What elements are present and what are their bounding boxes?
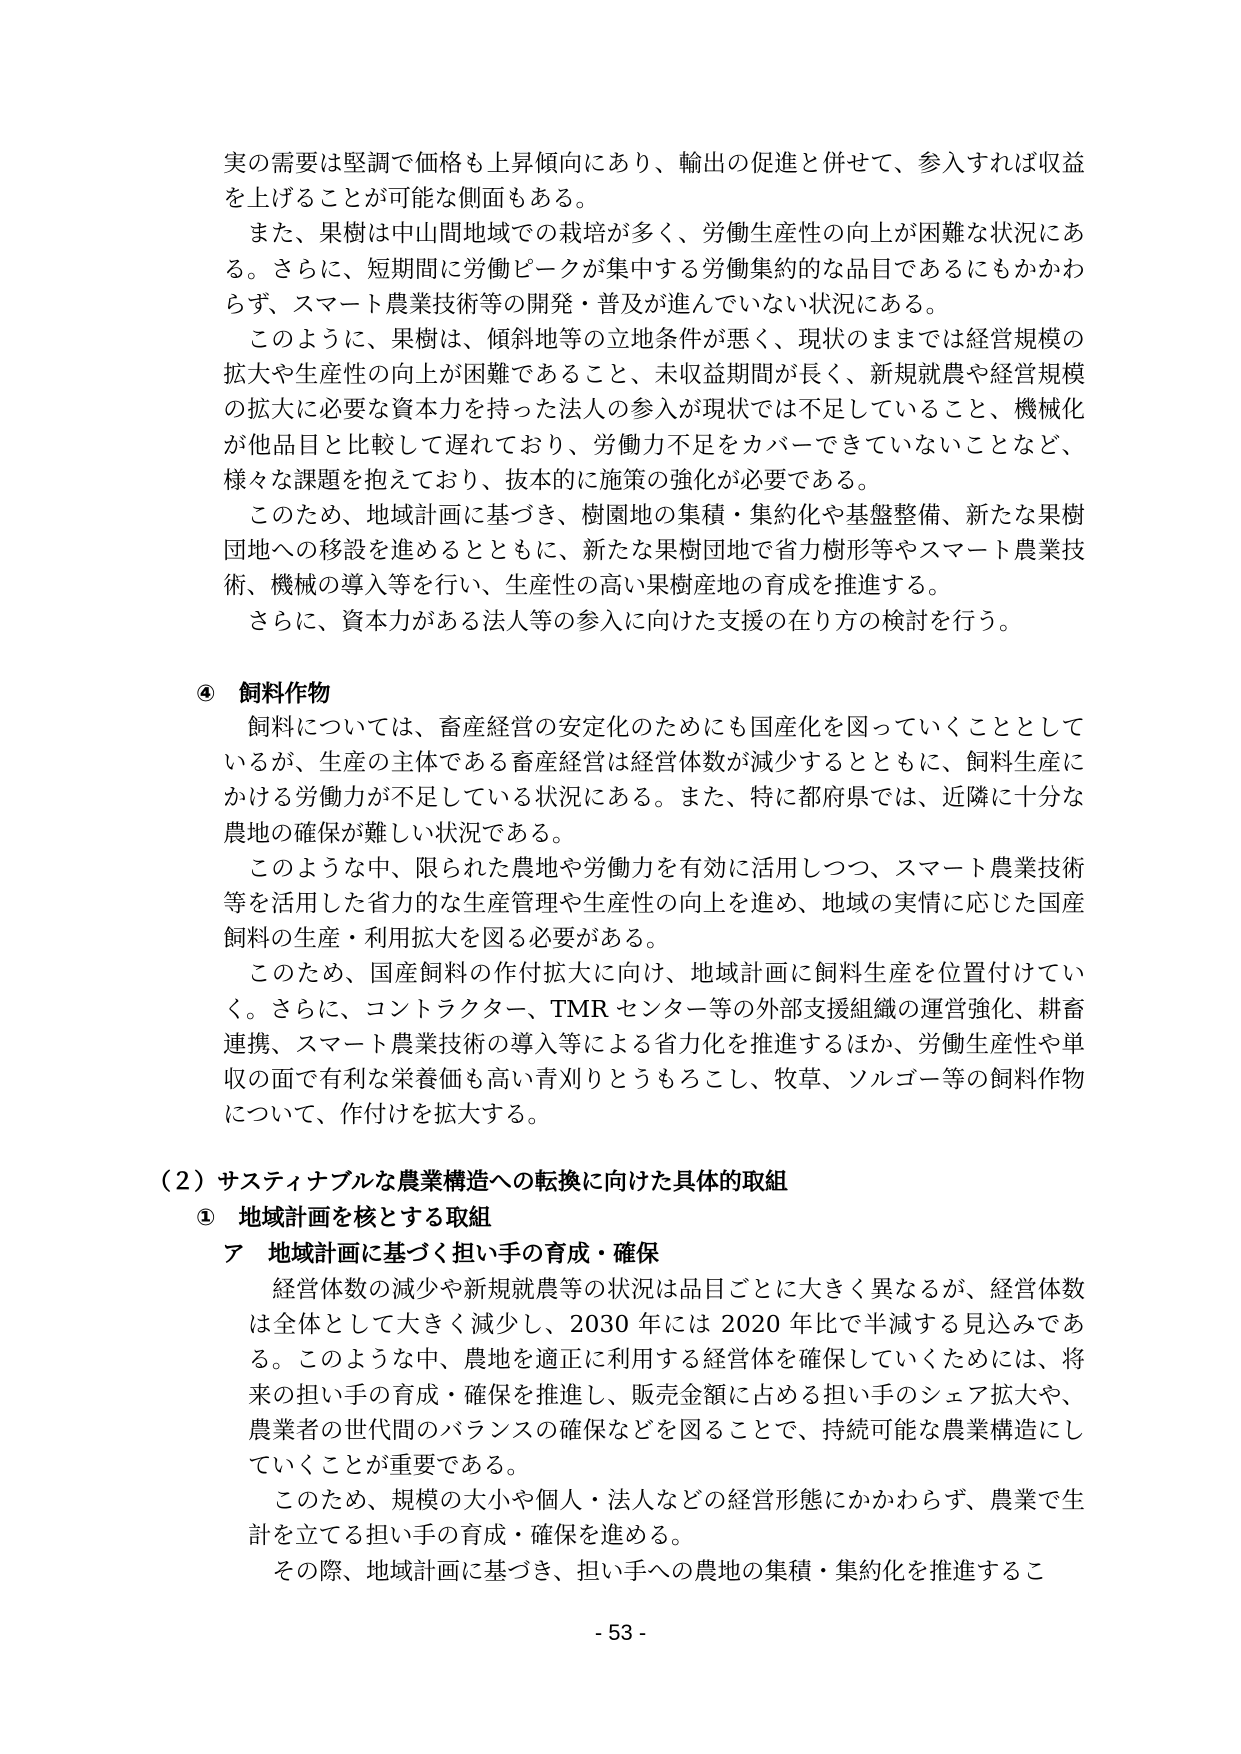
successors-section-body (248, 1272, 1085, 1589)
paragraph: このような中、限られた農地や労働力を有効に活用しつつ、スマート農業技術等を活用した省力的な生産管理や生産性の向上を進め、地域の実情に応じた国産飼料の生産・利用拡大を図る必要がある。 (223, 853, 1085, 953)
page-number: - 53 - (594, 1620, 647, 1645)
paragraph: その際、地域計画に基づき、担い手への農地の集積・集約化を推進するこ (272, 1556, 1047, 1585)
heading-feed-crops: ④ 飼料作物 (196, 681, 331, 707)
fruit-trees-section-body (223, 146, 1085, 639)
paragraph: 実の需要は堅調で価格も上昇傾向にあり、輸出の促進と併せて、参入すれば収益を上げることが可能な側面もある。 (223, 149, 1085, 213)
paragraph: このため、地域計画に基づき、樹園地の集積・集約化や基盤整備、新たな果樹団地への移設を進めるとともに、新たな果樹団地で省力樹形等やスマート農業技術、機械の導入等を行い、生産性の高い果樹産地の育成を推進する。 (223, 501, 1085, 600)
heading-a-successors: ア 地域計画に基づく担い手の育成・確保 (222, 1241, 659, 1267)
paragraph: このように、果樹は、傾斜地等の立地条件が悪く、現状のままでは経営規模の拡大や生産性の向上が困難であること、未収益期間が長く、新規就農や経営規模の拡大に必要な資本力を持った法人の参入が現状では不足していること、機械化が他品目と比較して遅れており、労働力不足をカバーできていないことなど、様々な課題を抱えており、抜本的に施策の強化が必要である。 (223, 325, 1085, 494)
paragraph: このため、国産飼料の作付拡大に向け、地域計画に飼料生産を位置付けていく。さらに、コントラクター、TMR センター等の外部支援組織の運営強化、耕畜連携、スマート農業技術の導入等による省力化を推進するほか、労働生産性や単収の面で有利な栄養価も高い青刈りとうもろこし、牧草、ソルゴー等の飼料作物について、作付けを拡大する。 (223, 959, 1085, 1129)
paragraph: このため、規模の大小や個人・法人などの経営形態にかかわらず、農業で生計を立てる担い手の育成・確保を進める。 (248, 1486, 1085, 1550)
paragraph: 飼料については、畜産経営の安定化のためにも国産化を図っていくこととしているが、生産の主体である畜産経営は経営体数が減少するとともに、飼料生産にかける労働力が不足している状況にある。また、特に都府県では、近隣に十分な農地の確保が難しい状況である。 (223, 713, 1085, 847)
heading-regional-plan: ① 地域計画を核とする取組 (196, 1205, 492, 1231)
paragraph: さらに、資本力がある法人等の参入に向けた支援の在り方の検討を行う。 (247, 606, 1023, 635)
feed-crops-section-body (223, 710, 1085, 1132)
heading-section-2: （２）サスティナブルな農業構造への転換に向けた具体的取組 (148, 1169, 788, 1195)
paragraph: また、果樹は中山間地域での栽培が多く、労働生産性の向上が困難な状況にある。さらに、短期間に労働ピークが集中する労働集約的な品目であるにもかかわらず、スマート農業技術等の開発・普及が進んでいない状況にある。 (223, 219, 1085, 318)
paragraph: 経営体数の減少や新規就農等の状況は品目ごとに大きく異なるが、経営体数は全体として大きく減少し、2030 年には 2020 年比で半減する見込みである。このような中、農地を適正に利用する経営体を確保していくためには、将来の担い手の育成・確保を推進し、販売金額に占める担い手のシェア拡大や、農業者の世代間のバランスの確保などを図ることで、持続可能な農業構造にしていくことが重要である。 (248, 1275, 1085, 1480)
